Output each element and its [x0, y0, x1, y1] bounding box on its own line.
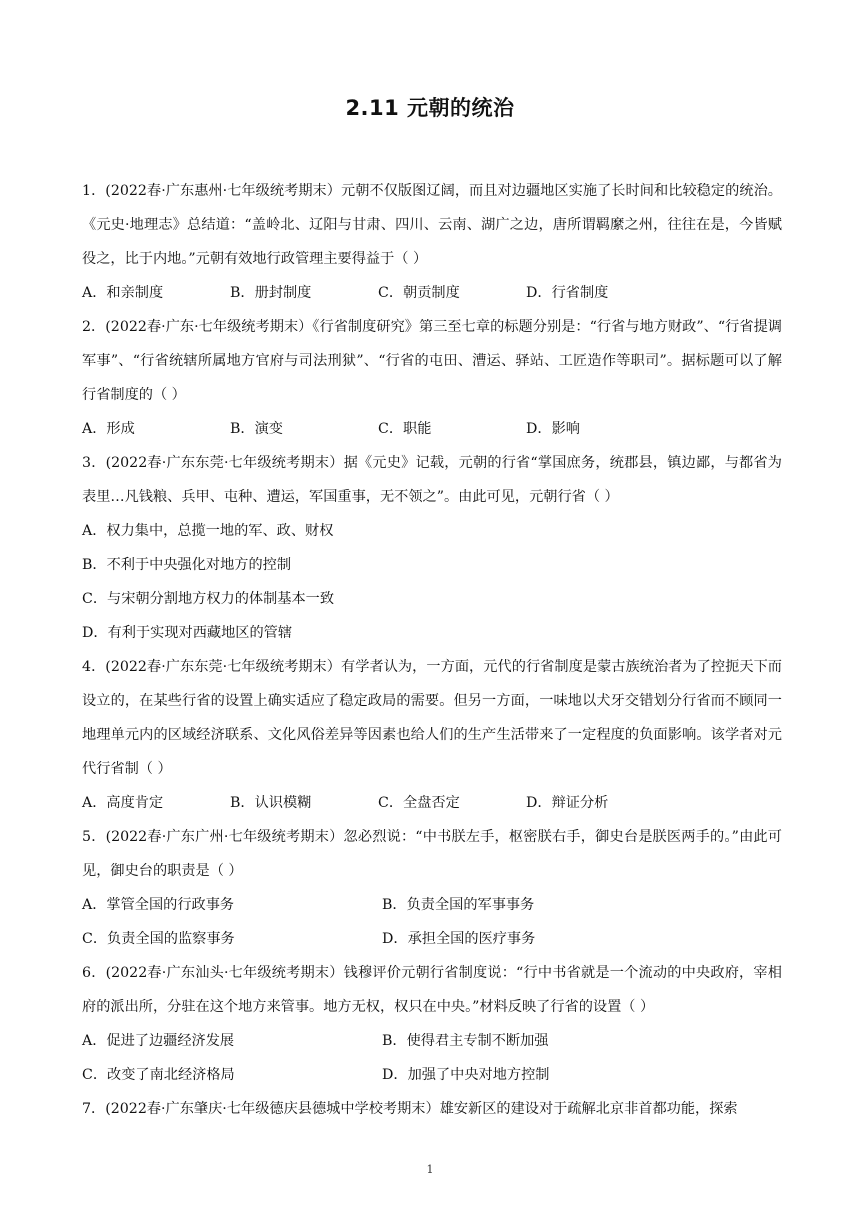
option-b: B．不利于中央强化对地方的控制: [82, 557, 292, 573]
option-a: A．高度肯定: [82, 795, 164, 811]
question-stem: 4．(2022春·广东东莞·七年级统考期末）有学者认为，一方面，元代的行省制度是蒙古族统治者为了控扼天下而设立的，在某些行省的设置上确实适应了稳定政局的需要。但另一方面，一味地以犬牙交错划分行省而不顾同一地理单元内的区域经济联系、文化风俗差异等因素也给人们的生产生活带来了一定程度的负面影响。该学者对元代行省制（ ）: [82, 659, 782, 777]
page-title: 2.11 元朝的统治: [345, 96, 515, 120]
option-a: A．和亲制度: [82, 285, 164, 301]
option-row: [82, 888, 782, 922]
option-a: A．促进了边疆经济发展: [82, 1033, 235, 1049]
option-row: [82, 1024, 782, 1058]
question-stem: 2．(2022春·广东·七年级统考期末）《行省制度研究》第三至七章的标题分别是：“行省与地方财政”、“行省提调军事”、“行省统辖所属地方官府与司法刑狱”、“行省的屯田、漕运、驿站、工匠造作等职司”。据标题可以了解行省制度的（ ）: [82, 319, 782, 403]
option-a: A．权力集中，总揽一地的军、政、财权: [82, 523, 334, 539]
option-d: D．加强了中央对地方控制: [382, 1067, 550, 1083]
question-6: [82, 956, 782, 1092]
question-list: [82, 174, 782, 1126]
option-d: D．辩证分析: [526, 795, 609, 811]
option-c: C．负责全国的监察事务: [82, 931, 235, 947]
option-row: [82, 276, 782, 310]
option-d: D．影响: [526, 421, 580, 437]
option-d: D．承担全国的医疗事务: [382, 931, 536, 947]
option-b: B．认识模糊: [230, 795, 312, 811]
option-row: [82, 922, 782, 956]
option-row: [82, 412, 782, 446]
question-2: [82, 310, 782, 446]
option-a: A．形成: [82, 421, 135, 437]
question-4: [82, 650, 782, 820]
option-c: C．职能: [378, 421, 432, 437]
question-stem: 1．(2022春·广东惠州·七年级统考期末）元朝不仅版图辽阔，而且对边疆地区实施了长时间和比较稳定的统治。《元史·地理志》总结道：“盖岭北、辽阳与甘肃、四川、云南、湖广之边，唐所谓羁縻之州，往往在是，今皆赋役之，比于内地。”元朝有效地行政管理主要得益于（ ）: [82, 183, 782, 267]
option-d: D．行省制度: [526, 285, 609, 301]
option-c: C．全盘否定: [378, 795, 460, 811]
question-stem: 5．(2022春·广东广州·七年级统考期末）忽必烈说：“中书朕左手，枢密朕右手，御史台是朕医两手的。”由此可见，御史台的职责是（ ）: [82, 829, 782, 879]
option-a: A．掌管全国的行政事务: [82, 897, 235, 913]
option-d: D．有利于实现对西藏地区的管辖: [82, 625, 293, 641]
option-b: B．使得君主专制不断加强: [382, 1033, 549, 1049]
option-row: [82, 1058, 782, 1092]
option-c: C．与宋朝分割地方权力的体制基本一致: [82, 591, 335, 607]
page-number: 1: [426, 1163, 434, 1176]
option-c: C．改变了南北经济格局: [82, 1067, 235, 1083]
question-stem: 7．(2022春·广东肇庆·七年级德庆县德城中学校考期末）雄安新区的建设对于疏解北京非首都功能，探索: [82, 1101, 738, 1117]
option-b: B．负责全国的军事事务: [382, 897, 535, 913]
option-b: B．册封制度: [230, 285, 312, 301]
option-c: C．朝贡制度: [378, 285, 460, 301]
question-1: [82, 174, 782, 310]
question-3: [82, 446, 782, 650]
question-stem: 6．(2022春·广东汕头·七年级统考期末）钱穆评价元朝行省制度说：“行中书省就是一个流动的中央政府，宰相府的派出所，分驻在这个地方来管事。地方无权，权只在中央。”材料反映了行省的设置（ ）: [82, 965, 782, 1015]
option-b: B．演变: [230, 421, 283, 437]
question-stem: 3．(2022春·广东东莞·七年级统考期末）据《元史》记载，元朝的行省“掌国庶务，统郡县，镇边鄙，与都省为表里…凡钱粮、兵甲、屯种、遭运，军国重事，无不领之”。由此可见，元朝行省（ ）: [82, 455, 782, 505]
option-row: [82, 786, 782, 820]
question-7: [82, 1092, 782, 1126]
question-5: [82, 820, 782, 956]
